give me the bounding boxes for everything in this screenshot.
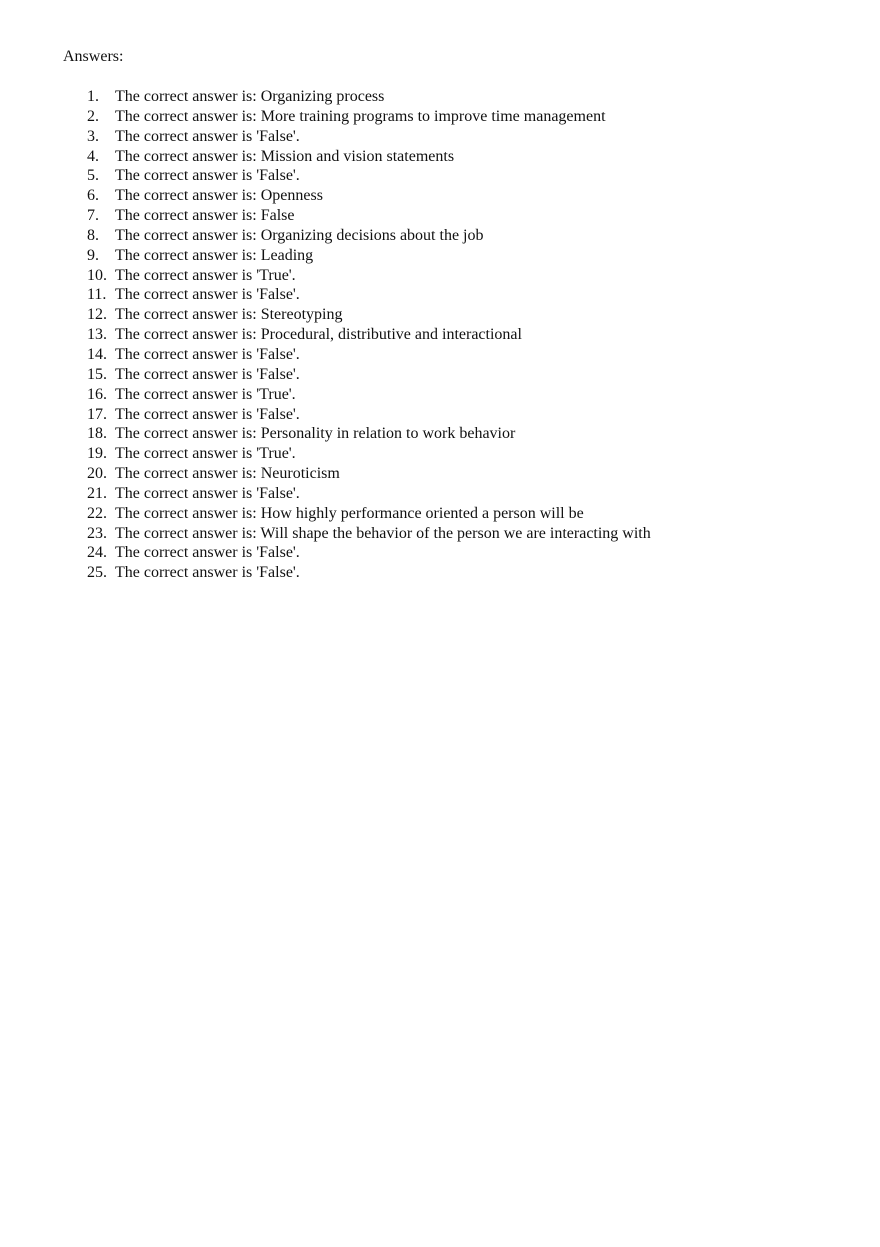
answer-item	[87, 405, 651, 425]
answer-item	[87, 524, 651, 544]
answer-item	[87, 206, 651, 226]
answer-number: 10.	[87, 266, 107, 284]
answer-number: 4.	[87, 147, 99, 165]
answer-text: The correct answer is: Organizing decisions about the job	[115, 226, 484, 244]
answer-number: 20.	[87, 465, 107, 483]
answer-text: The correct answer is: Will shape the behavior of the person we are interacting with	[115, 524, 651, 542]
answer-number: 18.	[87, 425, 107, 443]
answer-item	[87, 226, 651, 246]
answer-text: The correct answer is: Procedural, distributive and interactional	[115, 326, 522, 344]
answer-number: 25.	[87, 564, 107, 582]
answer-text: The correct answer is: Neuroticism	[115, 465, 340, 483]
answer-item	[87, 107, 651, 127]
answer-number: 23.	[87, 524, 107, 542]
answer-item	[87, 127, 651, 147]
answer-text: The correct answer is: Stereotyping	[115, 306, 343, 324]
answer-number: 7.	[87, 207, 99, 225]
answer-item	[87, 543, 651, 563]
answer-number: 11.	[87, 286, 107, 304]
answer-number: 12.	[87, 306, 107, 324]
answer-number: 6.	[87, 187, 99, 205]
answer-item	[87, 87, 651, 107]
answer-item	[87, 305, 651, 325]
answer-number: 16.	[87, 385, 107, 403]
answer-number: 3.	[87, 127, 99, 145]
answer-text: The correct answer is: Organizing process	[115, 88, 385, 105]
answer-item	[87, 266, 651, 286]
answer-number: 9.	[87, 246, 99, 264]
answer-number: 24.	[87, 544, 107, 562]
answer-number: 13.	[87, 326, 107, 344]
answer-item	[87, 444, 651, 464]
answer-number: 21.	[87, 484, 107, 502]
answer-text: The correct answer is: False	[115, 207, 295, 225]
answer-text: The correct answer is 'False'.	[115, 127, 300, 145]
answer-text: The correct answer is 'True'.	[115, 445, 296, 463]
answer-item	[87, 285, 651, 305]
answer-text: The correct answer is: Mission and vision statements	[115, 147, 455, 165]
answer-text: The correct answer is 'False'.	[115, 167, 300, 185]
answer-text: The correct answer is: Openness	[115, 187, 323, 205]
answer-text: The correct answer is 'False'.	[115, 564, 300, 582]
answer-item	[87, 365, 651, 385]
answer-text: The correct answer is: How highly performance oriented a person will be	[115, 504, 584, 522]
answer-number: 19.	[87, 445, 107, 463]
answer-number: 22.	[87, 504, 107, 522]
answer-item	[87, 345, 651, 365]
answer-item	[87, 504, 651, 524]
answers-heading: Answers:	[63, 48, 124, 65]
answer-text: The correct answer is 'True'.	[115, 266, 296, 284]
answer-number: 14.	[87, 345, 107, 363]
answer-item	[87, 147, 651, 167]
answer-item	[87, 424, 651, 444]
answer-number: 2.	[87, 107, 99, 125]
answer-text: The correct answer is 'False'.	[115, 345, 300, 363]
answer-number: 5.	[87, 167, 99, 185]
answer-text: The correct answer is 'False'.	[115, 405, 300, 423]
answer-item	[87, 325, 651, 345]
answer-item	[87, 563, 651, 583]
answer-text: The correct answer is 'False'.	[115, 484, 300, 502]
answer-text: The correct answer is 'False'.	[115, 544, 300, 562]
answer-text: The correct answer is: Leading	[115, 246, 314, 264]
answer-item	[87, 166, 651, 186]
answer-number: 8.	[87, 226, 99, 244]
answer-item	[87, 385, 651, 405]
answer-text: The correct answer is: Personality in relation to work behavior	[115, 425, 516, 443]
answers-list	[87, 87, 651, 583]
answer-number: 15.	[87, 365, 107, 383]
answer-text: The correct answer is 'False'.	[115, 286, 300, 304]
answer-item	[87, 246, 651, 266]
answer-number: 1.	[87, 88, 99, 105]
answer-item	[87, 484, 651, 504]
answer-number: 17.	[87, 405, 107, 423]
answer-text: The correct answer is: More training programs to improve time management	[115, 107, 606, 125]
answer-text: The correct answer is 'True'.	[115, 385, 296, 403]
answer-text: The correct answer is 'False'.	[115, 365, 300, 383]
answer-item	[87, 464, 651, 484]
answer-item	[87, 186, 651, 206]
